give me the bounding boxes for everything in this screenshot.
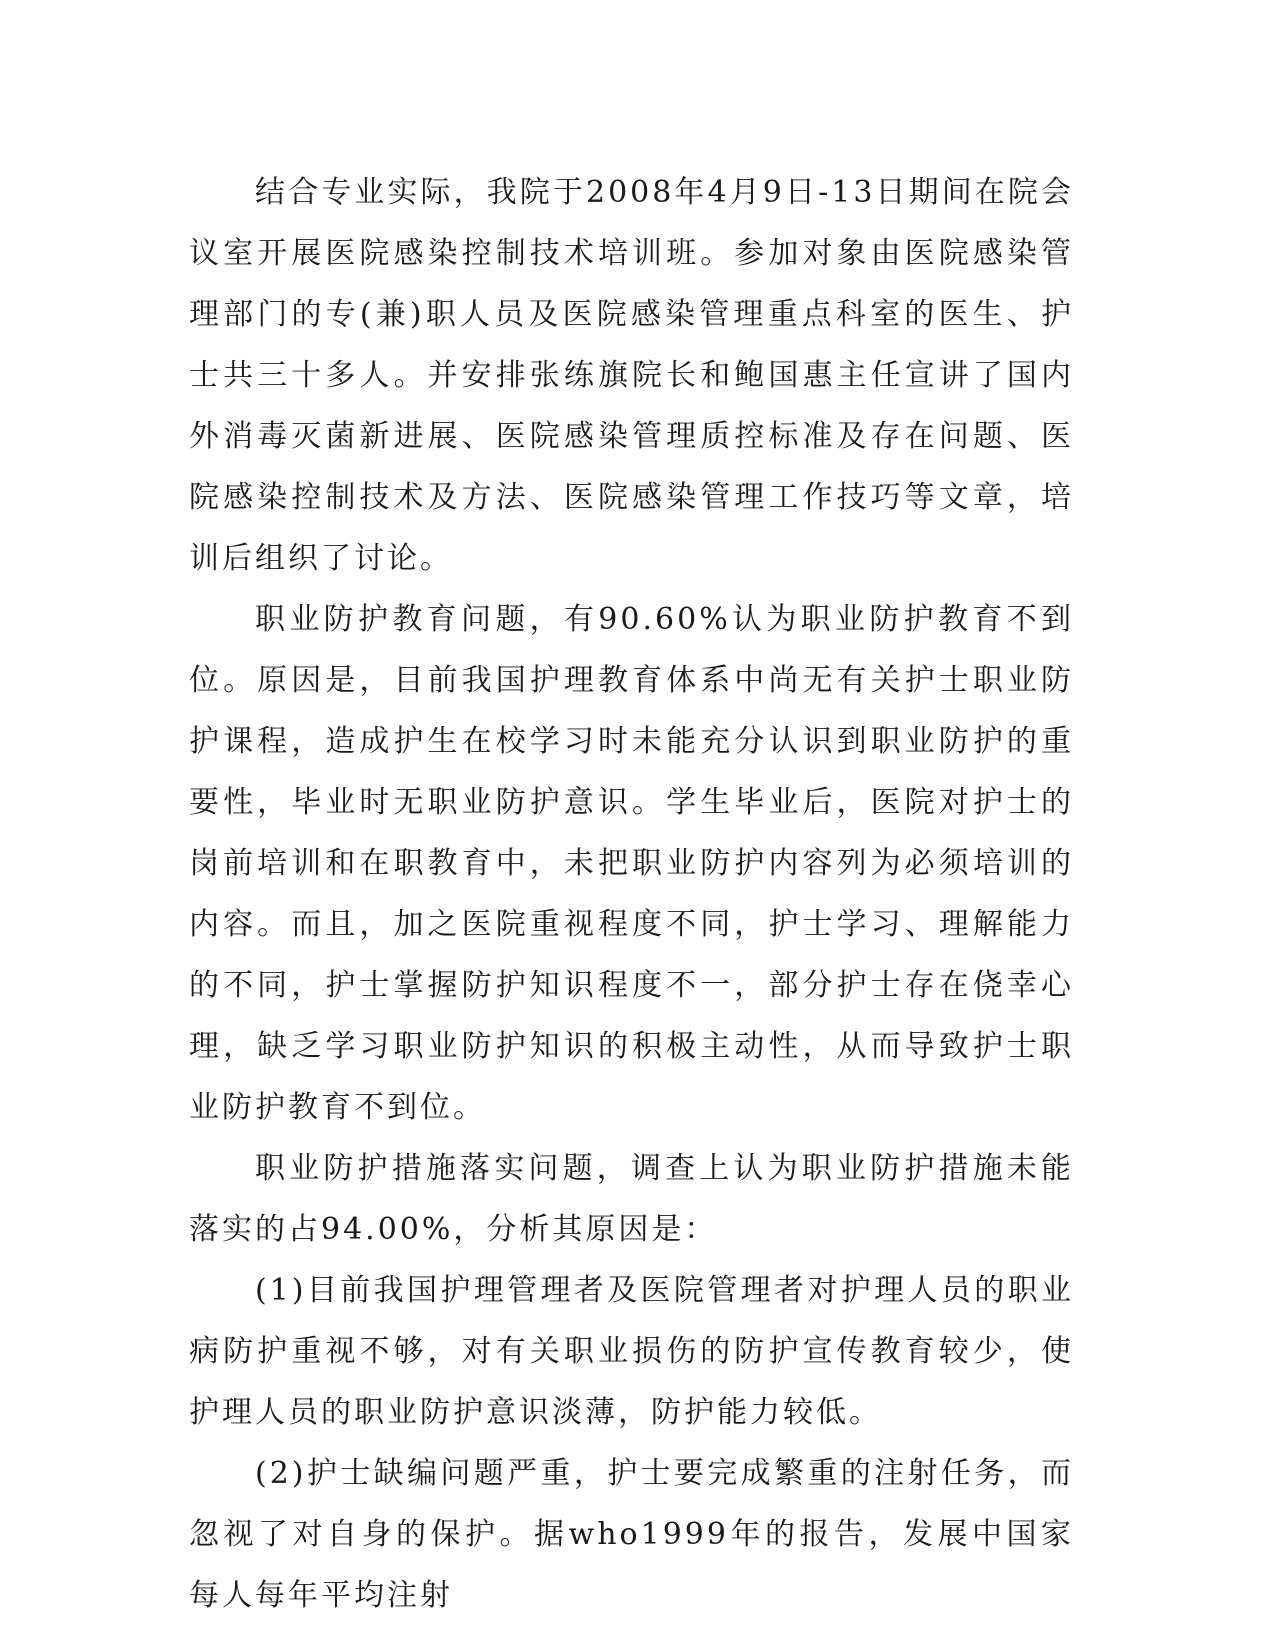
- body-text: [189, 162, 1074, 1626]
- paragraph-reason-1: (1)目前我国护理管理者及医院管理者对护理人员的职业病防护重视不够，对有关职业损伤的防护宣传教育较少，使护理人员的职业防护意识淡薄，防护能力较低。: [189, 1273, 1074, 1430]
- paragraph-training: 结合专业实际，我院于2008年4月9日-13日期间在院会议室开展医院感染控制技术培训班。参加对象由医院感染管理部门的专(兼)职人员及医院感染管理重点科室的医生、护士共三十多人。并安排张练旗院长和鲍国惠主任宣讲了国内外消毒灭菌新进展、医院感染管理质控标准及存在问题、医院感染控制技术及方法、医院感染管理工作技巧等文章，培训后组织了讨论。: [189, 175, 1074, 576]
- paragraph-protection-education: 职业防护教育问题，有90.60%认为职业防护教育不到位。原因是，目前我国护理教育体系中尚无有关护士职业防护课程，造成护生在校学习时未能充分认识到职业防护的重要性，毕业时无职业防护意识。学生毕业后，医院对护士的岗前培训和在职教育中，未把职业防护内容列为必须培训的内容。而且，加之医院重视程度不同，护士学习、理解能力的不同，护士掌握防护知识程度不一，部分护士存在侥幸心理，缺乏学习职业防护知识的积极主动性，从而导致护士职业防护教育不到位。: [189, 602, 1074, 1125]
- paragraph-reason-2: (2)护士缺编问题严重，护士要完成繁重的注射任务，而忽视了对自身的保护。据who1999年的报告，发展中国家每人每年平均注射: [189, 1456, 1074, 1613]
- paragraph-protection-measures: 职业防护措施落实问题，调查上认为职业防护措施未能落实的占94.00%，分析其原因是：: [189, 1151, 1074, 1247]
